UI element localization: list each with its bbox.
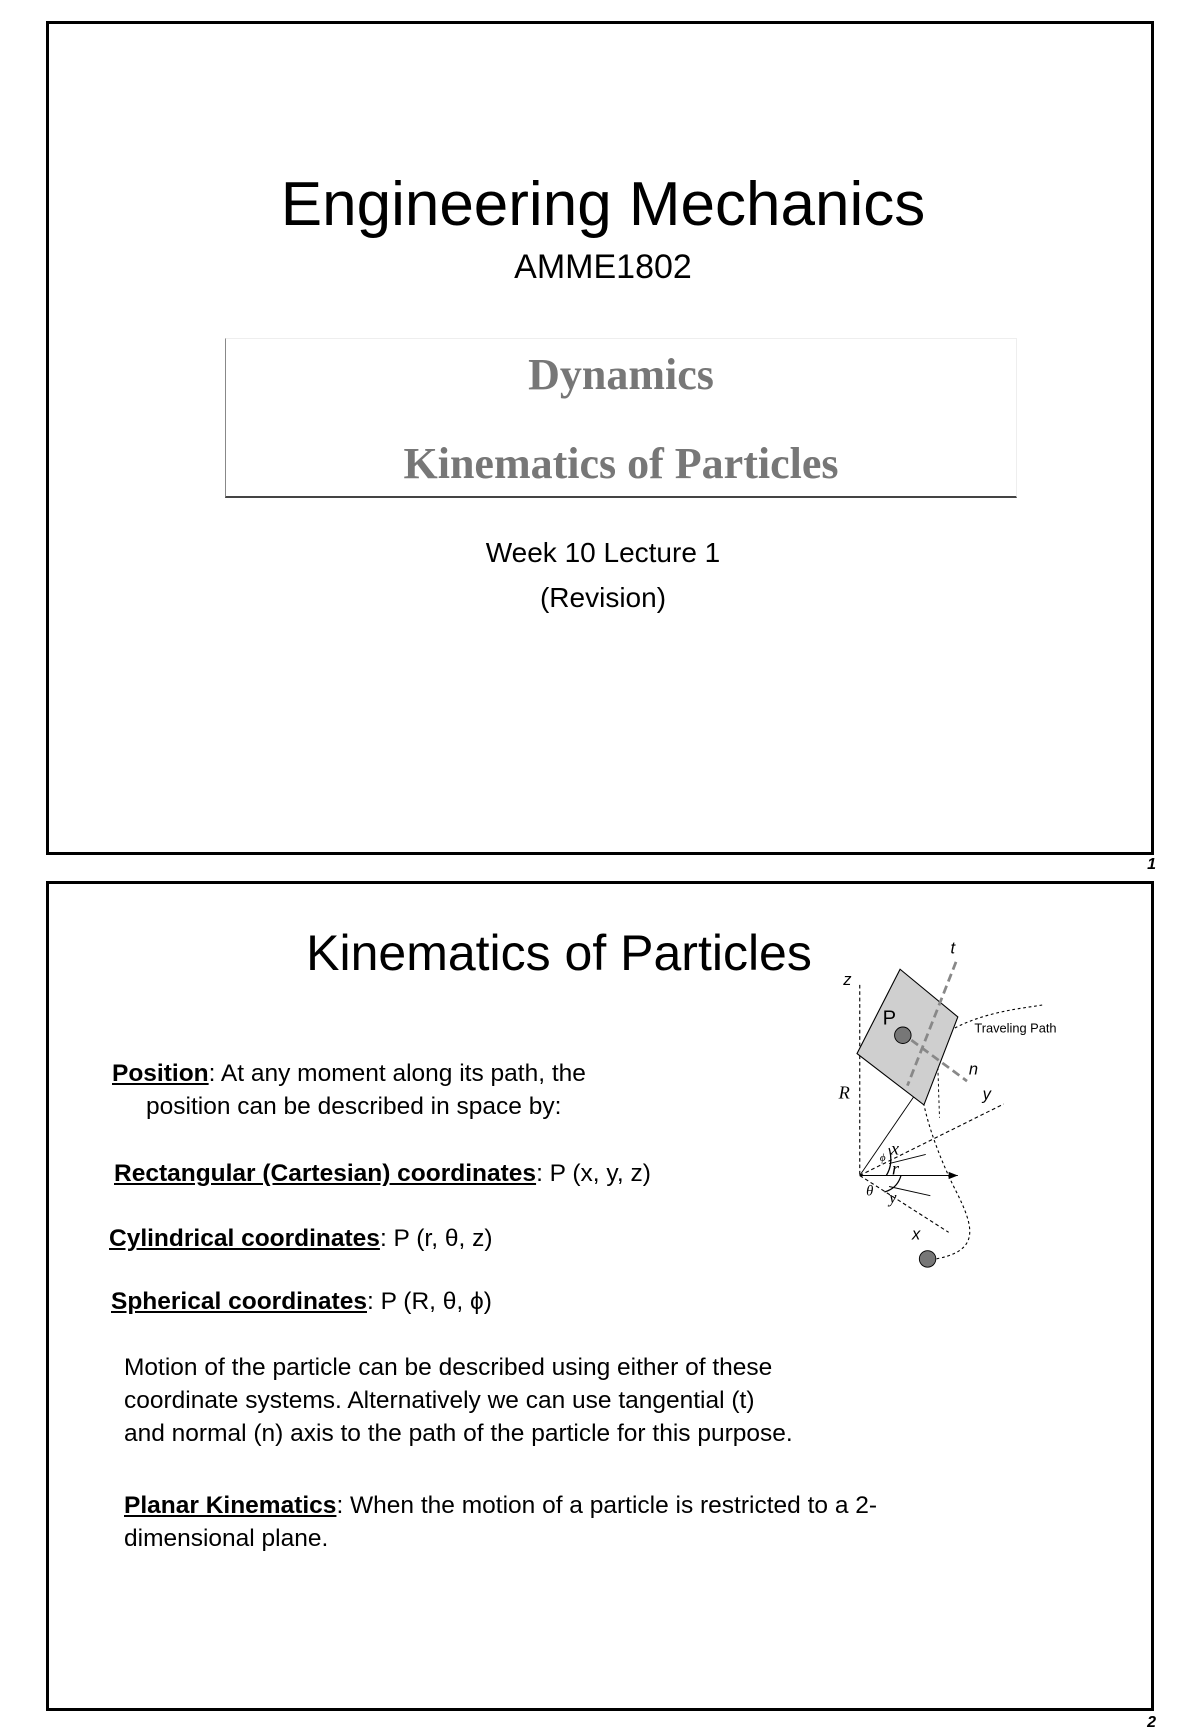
page-number: 2	[1147, 1714, 1156, 1731]
topic-line-dynamics: Dynamics	[528, 350, 714, 399]
y-axis	[860, 1104, 1004, 1176]
label-z: z	[843, 970, 852, 989]
label-y: y	[982, 1085, 991, 1104]
start-particle	[919, 1251, 936, 1268]
planar-text: : When the motion of a particle is restricted to a 2-	[336, 1492, 878, 1519]
slide-1	[46, 21, 1154, 855]
particle-p	[895, 1027, 912, 1044]
projection-line	[938, 1062, 940, 1118]
position-line-2: position can be described in space by:	[146, 1093, 562, 1120]
label-r: r	[891, 1158, 899, 1179]
label-y-small: y	[889, 1188, 897, 1207]
planar-term: Planar Kinematics	[124, 1492, 337, 1519]
motion-line-2: coordinate systems. Alternatively we can use tangential (t)	[124, 1387, 755, 1414]
rectangular-term: Rectangular (Cartesian) coordinates	[114, 1160, 537, 1187]
label-phi: ϕ	[879, 1151, 886, 1164]
slide-title: Engineering Mechanics	[280, 170, 926, 239]
slide-2	[46, 881, 1154, 1711]
coordinate-diagram	[787, 939, 1147, 1269]
label-theta: θ	[866, 1183, 874, 1200]
position-term: Position	[112, 1060, 209, 1087]
rectangular-coordinates	[114, 1157, 651, 1190]
planar-line-1	[124, 1489, 877, 1522]
cylindrical-term: Cylindrical coordinates	[109, 1225, 380, 1252]
label-x-small: x	[890, 1138, 900, 1159]
label-traveling-path: Traveling Path	[974, 1020, 1057, 1036]
position-line-1	[112, 1057, 586, 1090]
label-r-capital: R	[838, 1082, 850, 1103]
revision-label: (Revision)	[539, 582, 667, 613]
label-x: x	[912, 1225, 921, 1244]
label-t: t	[950, 939, 956, 958]
slide-title: Kinematics of Particles	[306, 925, 812, 981]
cylindrical-coordinates	[109, 1222, 492, 1255]
week-lecture: Week 10 Lecture 1	[485, 537, 721, 568]
rectangular-text: : P (x, y, z)	[536, 1160, 651, 1187]
topic-line-kinematics: Kinematics of Particles	[403, 439, 839, 488]
motion-line-3: and normal (n) axis to the path of the particle for this purpose.	[124, 1420, 793, 1447]
topic-box	[225, 338, 1017, 498]
page-number: 1	[1147, 856, 1156, 873]
motion-line-1: Motion of the particle can be described using either of these	[124, 1354, 773, 1381]
spherical-term: Spherical coordinates	[111, 1288, 367, 1315]
cylindrical-text: : P (r, θ, z)	[379, 1225, 493, 1252]
planar-line-2: dimensional plane.	[124, 1525, 329, 1552]
spherical-coordinates	[111, 1285, 492, 1318]
course-code: AMME1802	[514, 248, 692, 286]
label-p: P	[882, 1007, 897, 1030]
label-n: n	[968, 1060, 979, 1079]
position-text: : At any moment along its path, the	[208, 1060, 586, 1087]
spherical-text: : P (R, θ, ϕ)	[366, 1288, 492, 1315]
